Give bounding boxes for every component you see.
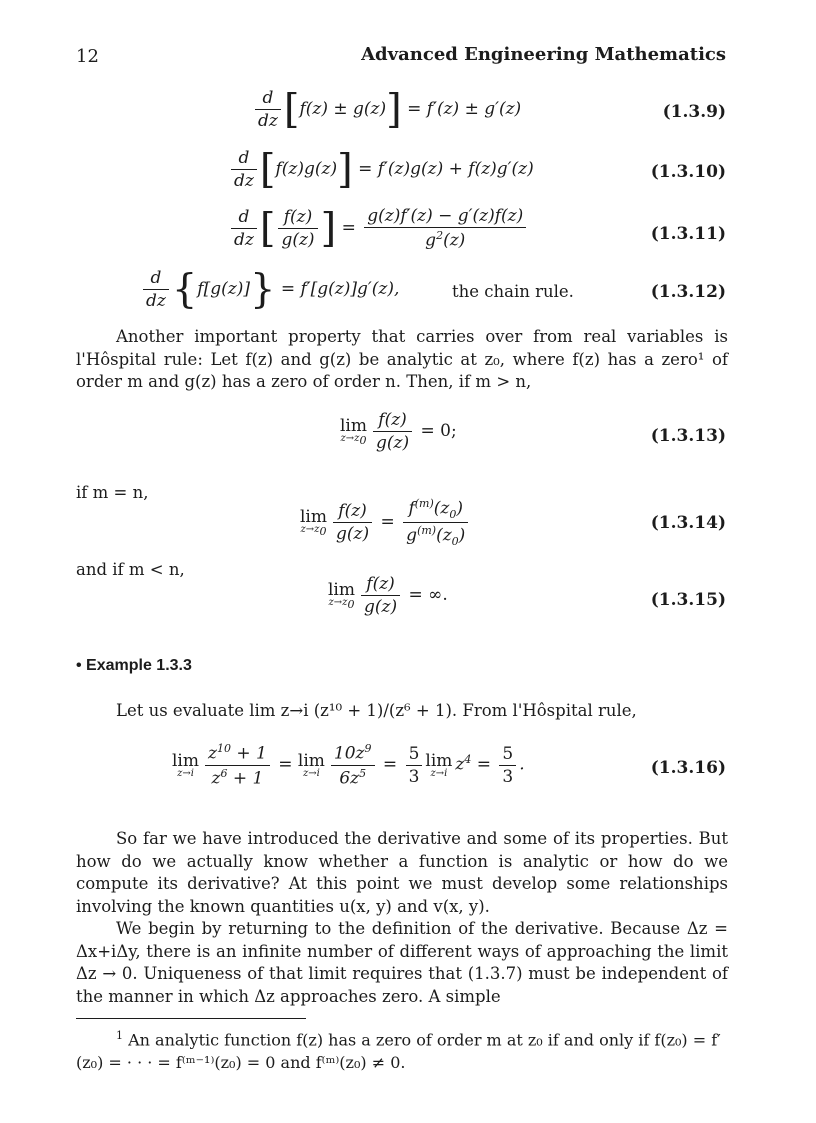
equation-number: (1.3.16) bbox=[650, 758, 726, 778]
equation-number: (1.3.10) bbox=[650, 162, 726, 182]
equation-number: (1.3.9) bbox=[662, 102, 726, 122]
running-title: Advanced Engineering Mathematics bbox=[361, 44, 726, 65]
equation-number: (1.3.15) bbox=[650, 590, 726, 610]
footnote-mark: 1 bbox=[116, 1029, 123, 1042]
equation-1-3-9: $\frac{d}{dz}$ [f(z) ± g(z)] = f′(z) ± g′(z) (1.3.9) bbox=[0, 86, 816, 146]
equation-number: (1.3.12) bbox=[650, 282, 726, 302]
case-label-m-eq-n: if m = n, bbox=[76, 483, 149, 502]
equation-1-3-13: lim $z\to z_0$ $\frac{f(z)}{g(z)}$ = 0; (1.3.13) bbox=[340, 410, 726, 453]
paragraph-lhospital: Another important property that carries over from real variables is l'Hôspital rule: Let f(z) and g(z) be analytic at z₀, where f(z) has a zero¹ of order m and g(z) has a zero of order n. Then, if m > n, bbox=[76, 327, 728, 391]
page-number: 12 bbox=[76, 46, 99, 67]
footnote bbox=[76, 1024, 728, 1074]
case-label-m-lt-n: and if m < n, bbox=[76, 560, 185, 579]
paragraph-we-begin: We begin by returning to the definition of the derivative. Because Δz = Δx+iΔy, there is an infinite number of different ways of approaching the limit Δz → 0. Uniqueness of that limit requires that (1.3.7) must be independent of the manner in which Δz approaches zero. A simple bbox=[76, 919, 728, 1006]
equation-number: (1.3.11) bbox=[650, 224, 726, 244]
equation-1-3-11: $\frac{d}{dz}$ [ $\frac{f(z)}{g(z)}$ ] = $\frac{g(z)f'(z) - g'(z)f(z)}{g^2(z)}$ (1.3.11) bbox=[0, 206, 816, 266]
chain-rule-remark: the chain rule. bbox=[452, 282, 574, 301]
equation-1-3-15: lim $z\to z_0$ $\frac{f(z)}{g(z)}$ = ∞. (1.3.15) bbox=[328, 574, 726, 617]
equation-1-3-12: $\frac{d}{dz}$ {f[g(z)]} = f′[g(z)]g′(z), (1.3.12) bbox=[0, 266, 816, 326]
equation-1-3-10: $\frac{d}{dz}$ [f(z)g(z)] = f′(z)g(z) + f(z)g′(z) (1.3.10) bbox=[0, 146, 816, 206]
footnote-rule bbox=[76, 1018, 306, 1019]
example-heading: • Example 1.3.3 bbox=[76, 657, 192, 674]
example-intro: Let us evaluate lim z→i (z¹⁰ + 1)/(z⁶ + 1). From l'Hôspital rule, bbox=[116, 701, 637, 720]
equation-1-3-14: lim $z\to z_0$ $\frac{f(z)}{g(z)}$ = $\frac{f^{(m)}(z_0)}{g^{(m)}(z_0)}$ (1.3.14) bbox=[300, 497, 726, 549]
equation-number: (1.3.14) bbox=[650, 513, 726, 533]
paragraph-so-far: So far we have introduced the derivative and some of its properties. But how do we actually know whether a function is analytic or how do we compute its derivative? At this point we must develop some relationships involving the known quantities u(x, y) and v(x, y). bbox=[76, 829, 728, 916]
equation-number: (1.3.13) bbox=[650, 426, 726, 446]
footnote-text: An analytic function f(z) has a zero of order m at z₀ if and only if f(z₀) = f′(z₀) = · · · = f⁽ᵐ⁻¹⁾(z₀) = 0 and f⁽ᵐ⁾(z₀) ≠ 0. bbox=[76, 1030, 721, 1073]
equation-1-3-16: lim z→i $\frac{z^{10} + 1}{z^6 + 1}$ = lim z→i $\frac{10z^9}{6z^5}$ = $\frac{5}{3}$ lim z→i $z^4$ = $\frac{5}{3}$ . (1.3.16) bbox=[172, 742, 726, 789]
